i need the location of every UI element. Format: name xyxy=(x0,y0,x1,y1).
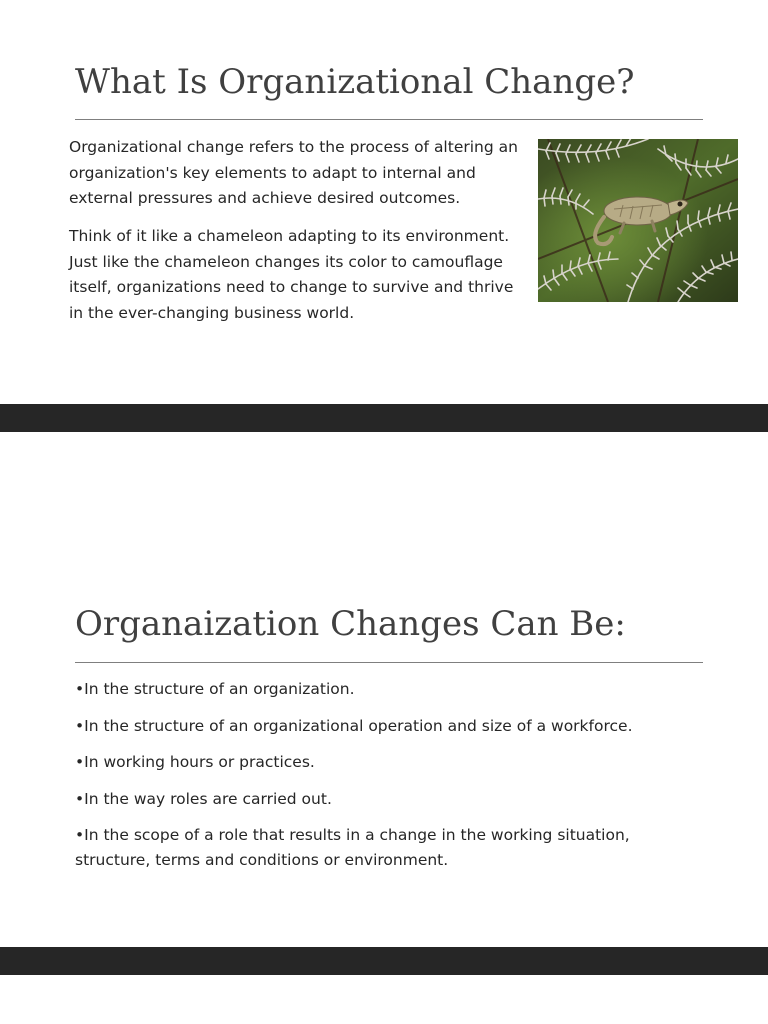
change-types-list xyxy=(75,677,695,885)
slide-title: Organaization Changes Can Be: xyxy=(75,604,626,644)
slide-organizational-change xyxy=(0,0,768,404)
list-item: •In the structure of an organizational operation and size of a workforce. xyxy=(75,716,633,735)
slide-title: What Is Organizational Change? xyxy=(75,62,635,102)
list-item: •In the structure of an organization. xyxy=(75,680,355,698)
chameleon-fern-photo xyxy=(538,139,738,302)
title-divider xyxy=(75,662,703,663)
slide-organization-changes xyxy=(0,432,768,947)
list-item: •In working hours or practices. xyxy=(75,753,315,771)
title-divider xyxy=(75,119,703,120)
list-item: •In the way roles are carried out. xyxy=(75,789,332,808)
definition-paragraph: Organizational change refers to the process of altering an organization's key elements to adapt to internal and external pressures and achieve desired outcomes. xyxy=(69,138,518,207)
slide-separator xyxy=(0,404,768,432)
analogy-paragraph: Think of it like a chameleon adapting to its environment. Just like the chameleon changes its color to camouflage itself, organizations need to change to survive and thrive in the ever-changing business world. xyxy=(69,227,514,322)
list-item: •In the scope of a role that results in a change in the working situation, structure, terms and conditions or environment. xyxy=(75,826,630,869)
slide-separator xyxy=(0,947,768,975)
